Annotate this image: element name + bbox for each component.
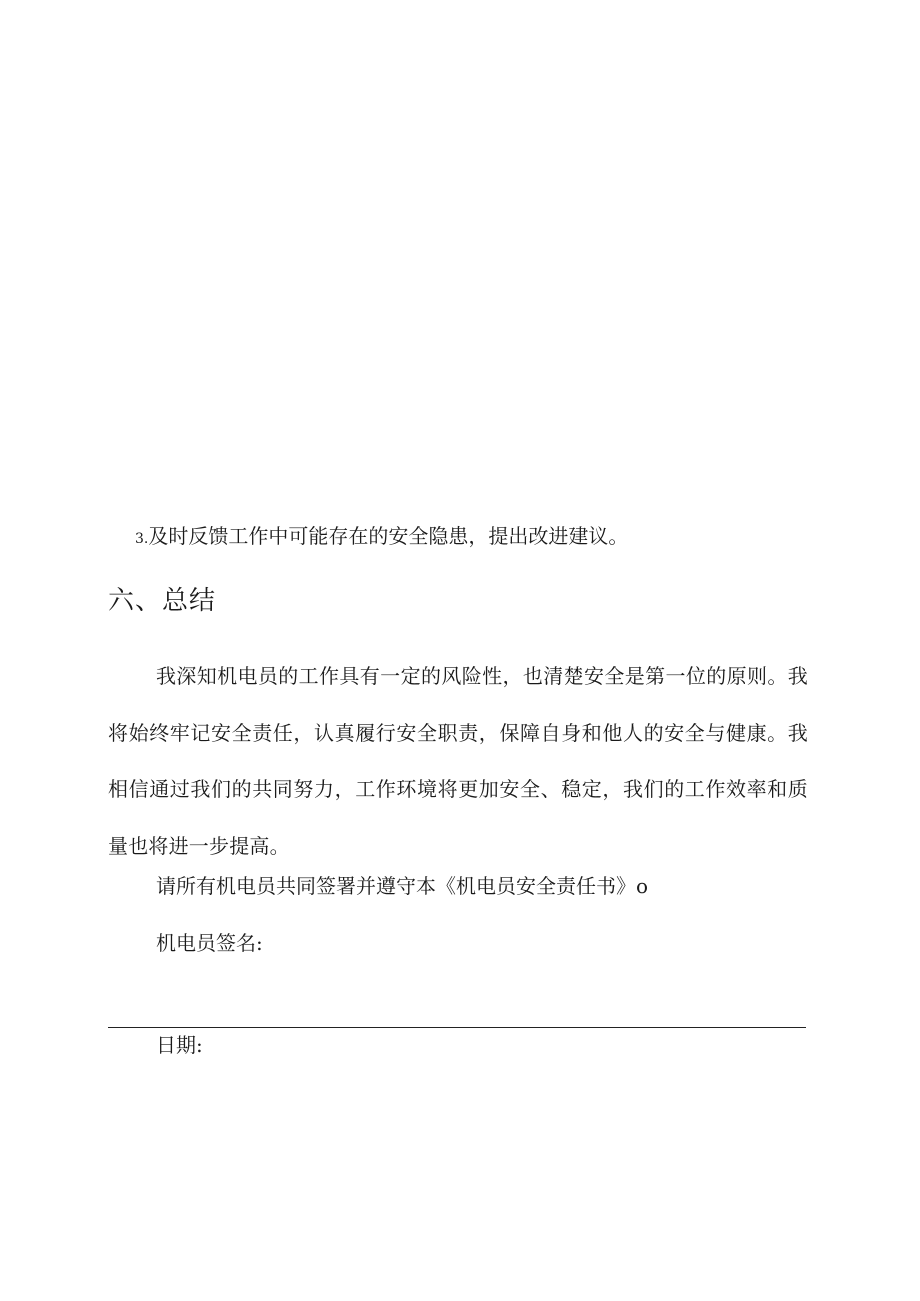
- list-item-3: [135, 522, 628, 553]
- date-label: 日期:: [156, 1033, 203, 1057]
- list-item-text: 及时反馈工作中可能存在的安全隐患，提出改进建议。: [148, 524, 629, 548]
- signature-line: [108, 1027, 806, 1028]
- section-heading-summary: 六、总结: [108, 586, 217, 616]
- summary-paragraph: 我深知机电员的工作具有一定的风险性，也清楚安全是第一位的原则。我将始终牢记安全责任，认真履行安全职责，保障自身和他人的安全与健康。我相信通过我们的共同努力，工作环境将更加安全、稳定，我们的工作效率和质量也将进一步提高。: [108, 664, 808, 858]
- list-item-number: 3.: [135, 531, 149, 547]
- signature-label: 机电员签名:: [156, 931, 263, 955]
- signing-request-text: 请所有机电员共同签署并遵守本《机电员安全责任书》o: [156, 874, 649, 898]
